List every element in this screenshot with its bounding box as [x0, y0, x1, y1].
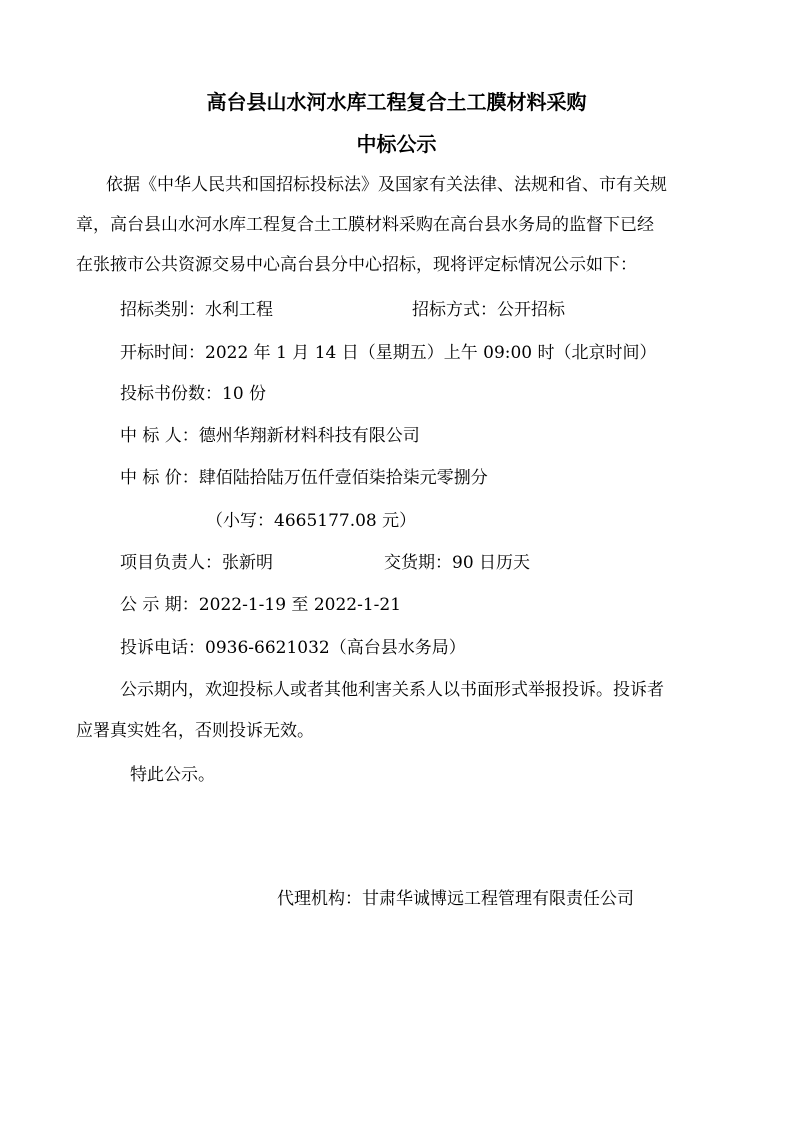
winning-price: 中 标 价：肆佰陆拾陆万伍仟壹佰柒拾柒元零捌分: [120, 468, 488, 488]
agency: 代理机构：甘肃华诚博远工程管理有限责任公司: [277, 889, 634, 909]
winner: 中 标 人：德州华翔新材料科技有限公司: [120, 426, 420, 446]
intro-line-1: 依据《中华人民共和国招标投标法》及国家有关法律、法规和省、市有关规: [106, 175, 667, 195]
winning-price-small: （小写：4665177.08 元）: [206, 511, 417, 531]
complaint-phone: 投诉电话：0936-6621032（高台县水务局）: [120, 638, 466, 658]
document-title: 高台县山水河水库工程复合土工膜材料采购: [206, 90, 587, 114]
notice-period: 公 示 期：2022-1-19 至 2022-1-21: [120, 595, 402, 615]
intro-line-3: 在张掖市公共资源交易中心高台县分中心招标，现将评定标情况公示如下：: [76, 255, 637, 275]
notice-body-line-1: 公示期内，欢迎投标人或者其他利害关系人以书面形式举报投诉。投诉者: [120, 680, 664, 700]
intro-line-2: 章，高台县山水河水库工程复合土工膜材料采购在高台县水务局的监督下已经: [76, 215, 654, 235]
document-subtitle: 中标公示: [356, 132, 437, 156]
open-time: 开标时间：2022 年 1 月 14 日（星期五）上午 09:00 时（北京时间）: [120, 343, 657, 363]
bid-category: 招标类别：水利工程: [120, 300, 273, 320]
delivery-period: 交货期：90 日历天: [384, 553, 531, 573]
notice-body-line-2: 应署真实姓名，否则投诉无效。: [76, 721, 314, 741]
project-lead: 项目负责人：张新明: [120, 553, 273, 573]
bid-method: 招标方式：公开招标: [412, 300, 565, 320]
closing: 特此公示。: [130, 765, 215, 785]
bid-count: 投标书份数：10 份: [120, 384, 267, 404]
